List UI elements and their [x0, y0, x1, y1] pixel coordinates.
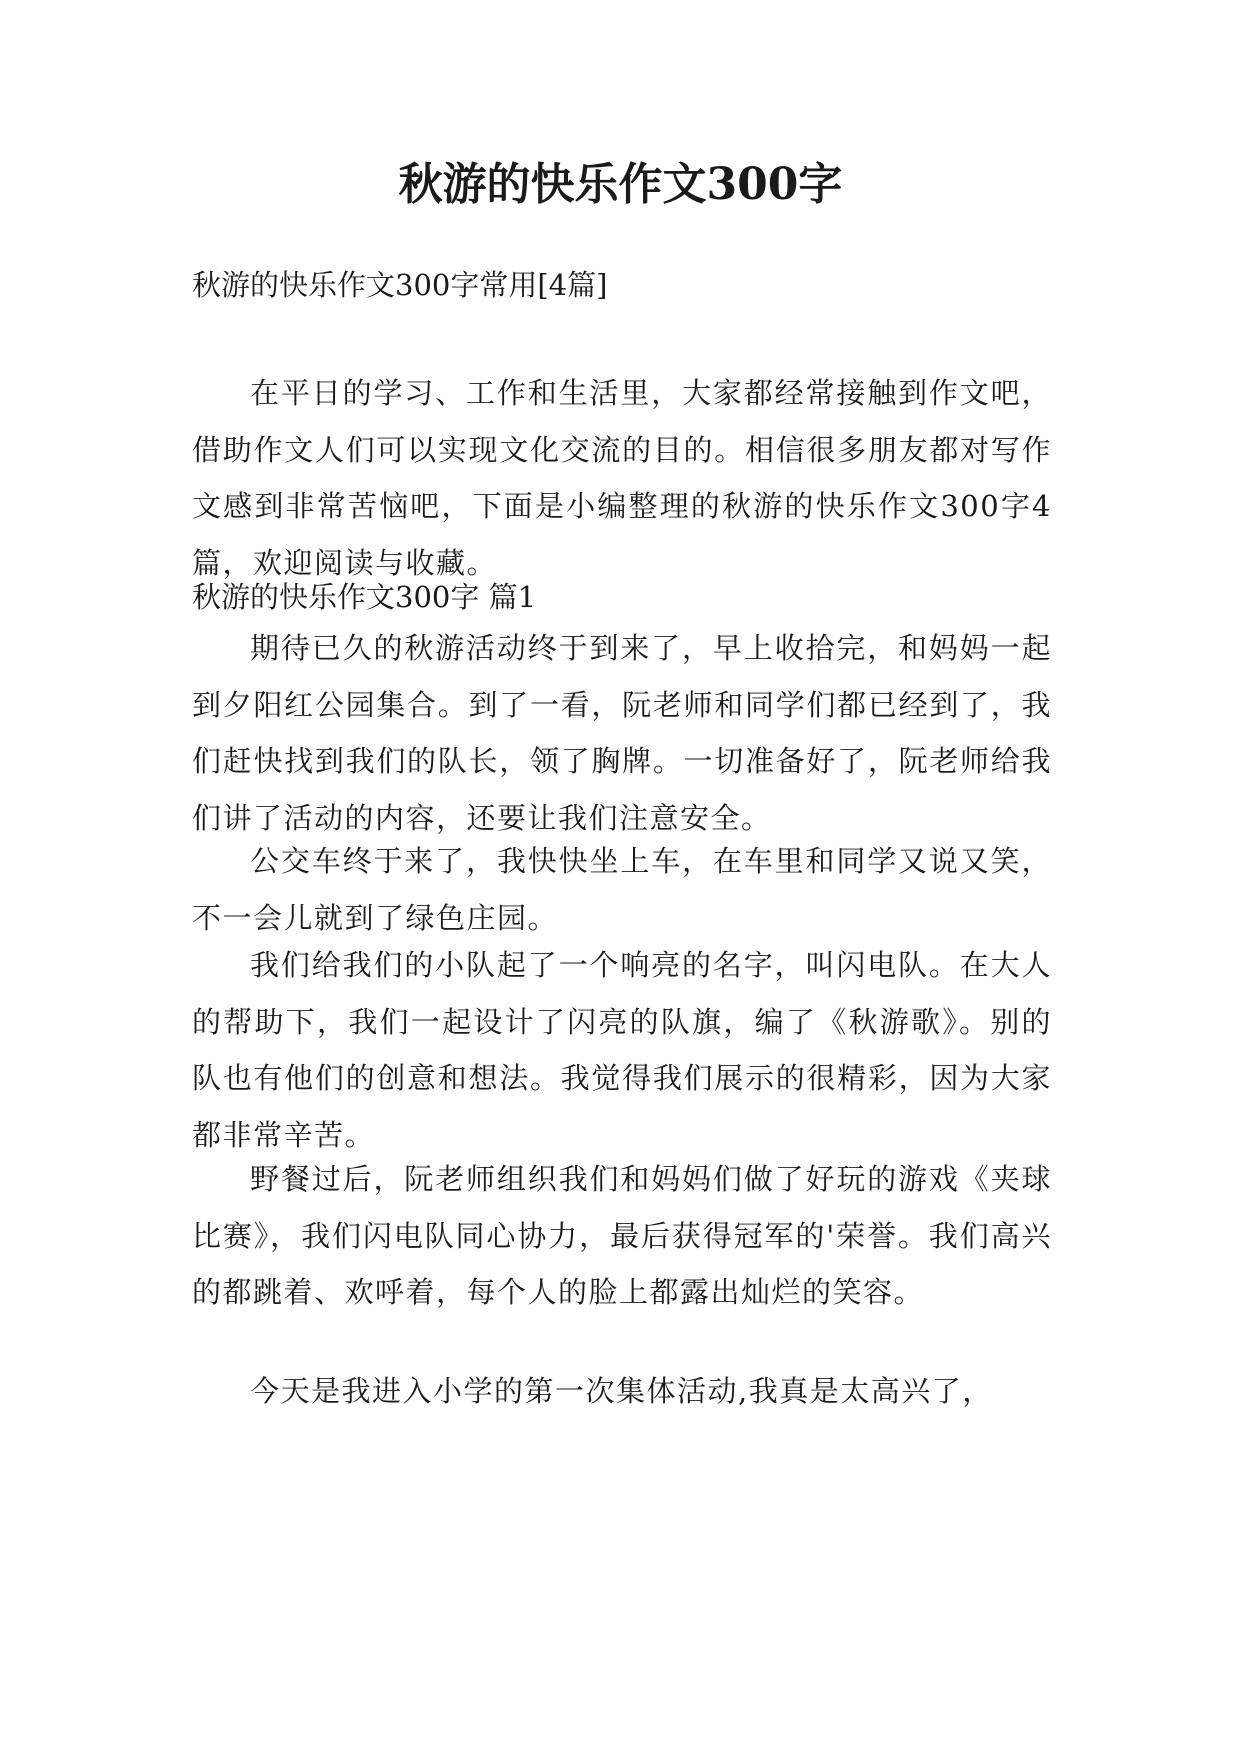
body-paragraph-1: 期待已久的秋游活动终于到来了，早上收拾完，和妈妈一起到夕阳红公园集合。到了一看，阮老师和同学们都已经到了，我们赶快找到我们的队长，领了胸牌。一切准备好了，阮老师给我们讲了活动的内容，还要让我们注意安全。: [192, 631, 1052, 835]
body-paragraph-5: 今天是我进入小学的第一次集体活动,我真是太高兴了，: [250, 1374, 993, 1408]
body-paragraph-4: 野餐过后，阮老师组织我们和妈妈们做了好玩的游戏《夹球比赛》，我们闪电队同心协力，最后获得冠军的'荣誉。我们高兴的都跳着、欢呼着，每个人的脸上都露出灿烂的笑容。: [192, 1162, 1052, 1309]
body-paragraph-3: 我们给我们的小队起了一个响亮的名字，叫闪电队。在大人的帮助下，我们一起设计了闪亮的队旗，编了《秋游歌》。别的队也有他们的创意和想法。我觉得我们展示的很精彩，因为大家都非常辛苦。: [192, 948, 1052, 1152]
section-heading: 秋游的快乐作文300字 篇1: [192, 580, 537, 614]
body-paragraph-2: 公交车终于来了，我快快坐上车，在车里和同学又说又笑，不一会儿就到了绿色庄园。: [192, 844, 1052, 935]
document-subtitle: 秋游的快乐作文300字常用[4篇]: [192, 268, 608, 302]
page-title: 秋游的快乐作文300字: [398, 159, 843, 210]
intro-paragraph: 在平日的学习、工作和生活里，大家都经常接触到作文吧，借助作文人们可以实现文化交流的目的。相信很多朋友都对写作文感到非常苦恼吧，下面是小编整理的秋游的快乐作文300字4篇，欢迎阅读与收藏。: [192, 376, 1052, 580]
